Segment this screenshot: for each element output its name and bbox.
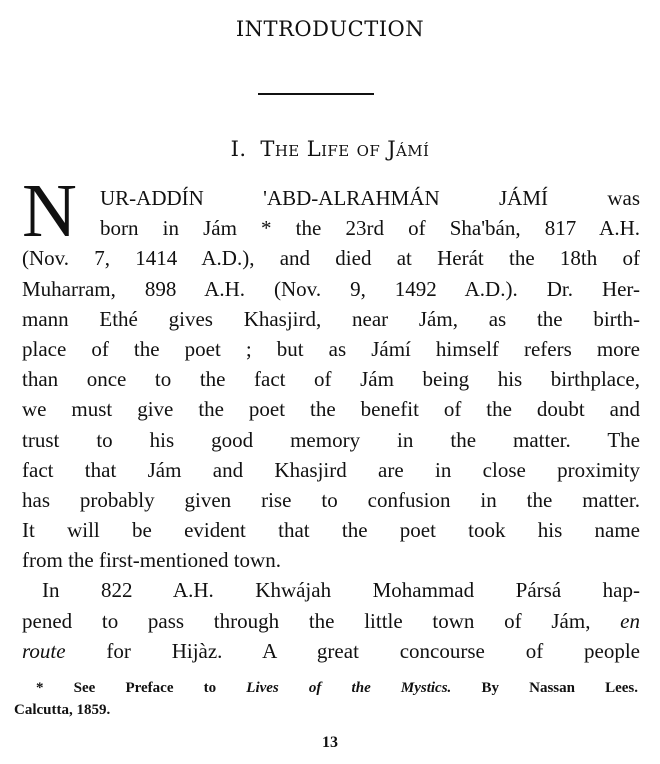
text-line: place of the poet ; but as Jámí himself refers more	[22, 336, 640, 361]
footnote-line: Calcutta, 1859.	[14, 702, 111, 718]
drop-cap: N	[22, 169, 77, 253]
text-line: trust to his good memory in the matter. The	[22, 427, 640, 452]
running-head: INTRODUCTION	[235, 17, 425, 41]
text-line: UR-ADDÍN 'ABD-ALRAHMÁN JÁMÍ was	[100, 186, 640, 210]
text-line	[22, 606, 640, 636]
section-number: I.	[230, 137, 247, 161]
footnote-line	[0, 677, 660, 699]
text-line: from the first-mentioned town.	[22, 548, 281, 573]
text-line: (Nov. 7, 1414 A.D.), and died at Herát the 18th of	[22, 246, 640, 271]
text-line: than once to the fact of Jám being his birthplace,	[22, 367, 640, 392]
italic-fragment: route	[22, 638, 66, 663]
page-number: 13	[322, 734, 338, 751]
text-line: has probably given rise to confusion in the matter.	[22, 487, 640, 512]
footnote	[0, 677, 660, 721]
footnote-title: Lives of the Mystics.	[246, 680, 452, 696]
body-text	[22, 183, 640, 666]
text-line: In 822 A.H. Khwájah Mohammad Pársá hap-	[42, 578, 640, 603]
text-fragment: pened to pass through the little town of Jám,	[22, 608, 591, 633]
text-line: It will be evident that the poet took his name	[22, 518, 640, 543]
text-line	[22, 636, 640, 666]
footnote-prefix: * See Preface to	[36, 680, 217, 696]
text-line: fact that Jám and Khasjird are in close proximity	[22, 457, 640, 482]
text-line: mann Ethé gives Khasjird, near Jám, as the birth-	[22, 306, 640, 331]
text-line: Muharram, 898 A.H. (Nov. 9, 1492 A.D.). Dr. Her-	[22, 276, 640, 301]
header-rule	[258, 93, 374, 95]
italic-fragment: en	[620, 608, 640, 633]
footnote-suffix: By Nassan Lees.	[481, 680, 639, 696]
text-line: born in Jám * the 23rd of Sha'bán, 817 A.H.	[100, 216, 640, 241]
section-title: The Life of Jámí	[260, 137, 430, 161]
section-heading	[0, 137, 660, 161]
text-fragment: for Hijàz. A great concourse of people	[106, 638, 640, 663]
text-line: we must give the poet the benefit of the doubt and	[22, 397, 640, 422]
